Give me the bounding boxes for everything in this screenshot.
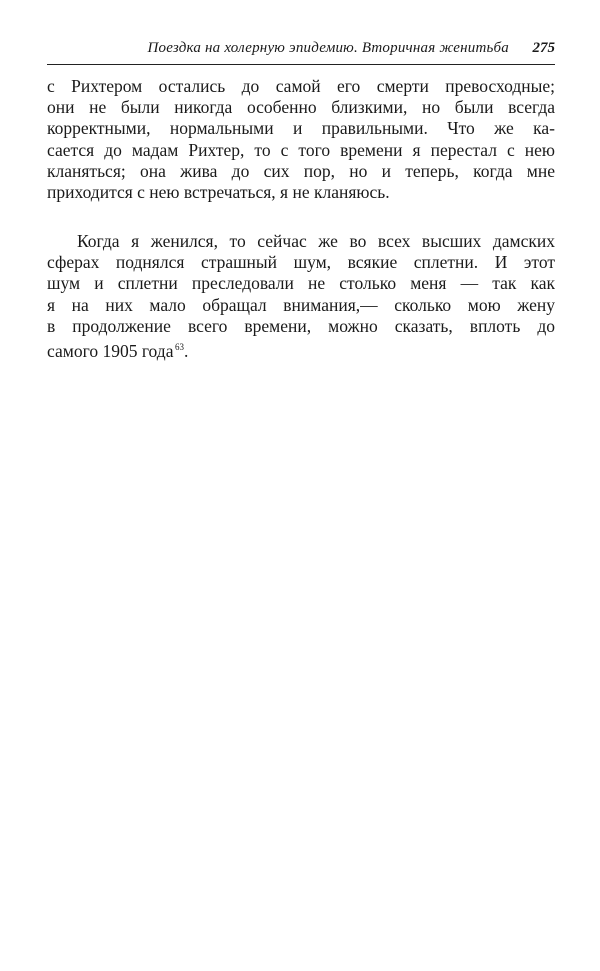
text-line: Когда я женился, то сейчас же во всех высших дамских (77, 231, 555, 251)
footnote-ref[interactable]: 63 (174, 341, 184, 352)
paragraph-2 (47, 231, 555, 361)
running-title: Поездка на холерную эпидемию. Вторичная женитьба (147, 40, 509, 56)
text-line: приходится с нею встречаться, я не кланяюсь. (47, 181, 390, 202)
text-line: самого 1905 года (47, 340, 174, 361)
text-line: корректными, нормальными и правильными. Что же ка- (47, 118, 555, 139)
text-line: шум и сплетни преследовали не столько меня — так как (47, 273, 555, 294)
text-line: сферах поднялся страшный шум, всякие сплетни. И этот (47, 252, 555, 273)
running-header (47, 38, 555, 65)
text-line: в продолжение всего времени, можно сказать, вплоть до (47, 315, 555, 336)
text-line: они не были никогда особенно близкими, но были всегда (47, 97, 555, 118)
text-line: кланяться; она жива до сих пор, но и теперь, когда мне (47, 160, 555, 181)
text-line-final (47, 337, 555, 361)
text-line: сается до мадам Рихтер, то с того времени я перестал с нею (47, 139, 555, 160)
end-punct: . (183, 340, 189, 361)
text-line: с Рихтером остались до самой его смерти превосходные; (47, 76, 555, 96)
text-line: я на них мало обращал внимания,— сколько мою жену (47, 294, 555, 315)
paragraph-1 (47, 76, 555, 203)
page-number: 275 (532, 40, 555, 56)
